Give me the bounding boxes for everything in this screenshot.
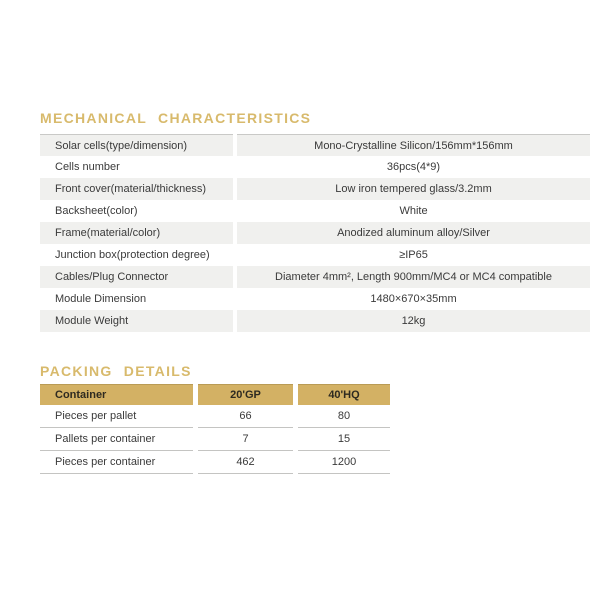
spec-value: Diameter 4mm², Length 900mm/MC4 or MC4 compatible (237, 266, 590, 288)
spec-value: 1480×670×35mm (370, 293, 457, 305)
table-row (40, 288, 590, 310)
packing-label: Pallets per container (40, 428, 193, 451)
table-row (40, 134, 590, 156)
packing-value: 80 (298, 405, 390, 428)
table-row (40, 266, 590, 288)
table-row (40, 178, 590, 200)
mechanical-characteristics-table (40, 134, 590, 332)
table-row (40, 222, 590, 244)
packing-value: 15 (298, 428, 390, 451)
packing-value: 1200 (298, 451, 390, 474)
packing-details-title: PACKING DETAILS (40, 363, 192, 379)
table-row (40, 310, 590, 332)
spec-value: ≥IP65 (399, 249, 428, 261)
column-header-40hq: 40'HQ (298, 384, 390, 405)
table-row (40, 244, 590, 266)
spec-label: Junction box(protection degree) (55, 249, 210, 261)
packing-label: Pieces per container (40, 451, 193, 474)
table-row (40, 200, 590, 222)
packing-details-table (40, 384, 390, 474)
spec-value: Low iron tempered glass/3.2mm (237, 178, 590, 200)
spec-value: White (399, 205, 428, 217)
packing-value: 7 (198, 428, 293, 451)
spec-value: 36pcs(4*9) (386, 161, 441, 173)
spec-value: 12kg (237, 310, 590, 332)
spec-label: Backsheet(color) (55, 205, 138, 217)
table-row (40, 451, 390, 474)
mechanical-characteristics-title: MECHANICAL CHARACTERISTICS (40, 110, 312, 126)
packing-value: 462 (198, 451, 293, 474)
packing-label: Pieces per pallet (40, 405, 193, 428)
spec-value: Mono-Crystalline Silicon/156mm*156mm (237, 134, 590, 156)
table-row (40, 428, 390, 451)
spec-value: Anodized aluminum alloy/Silver (237, 222, 590, 244)
table-header-row (40, 384, 390, 405)
table-row (40, 156, 590, 178)
spec-label: Cables/Plug Connector (40, 266, 233, 288)
column-header-20gp: 20'GP (198, 384, 293, 405)
spec-label: Cells number (55, 161, 120, 173)
table-row (40, 405, 390, 428)
spec-label: Module Weight (40, 310, 233, 332)
packing-value: 66 (198, 405, 293, 428)
spec-label: Module Dimension (55, 293, 147, 305)
spec-label: Frame(material/color) (40, 222, 233, 244)
spec-label: Solar cells(type/dimension) (40, 134, 233, 156)
column-header-container: Container (40, 384, 193, 405)
spec-label: Front cover(material/thickness) (40, 178, 233, 200)
